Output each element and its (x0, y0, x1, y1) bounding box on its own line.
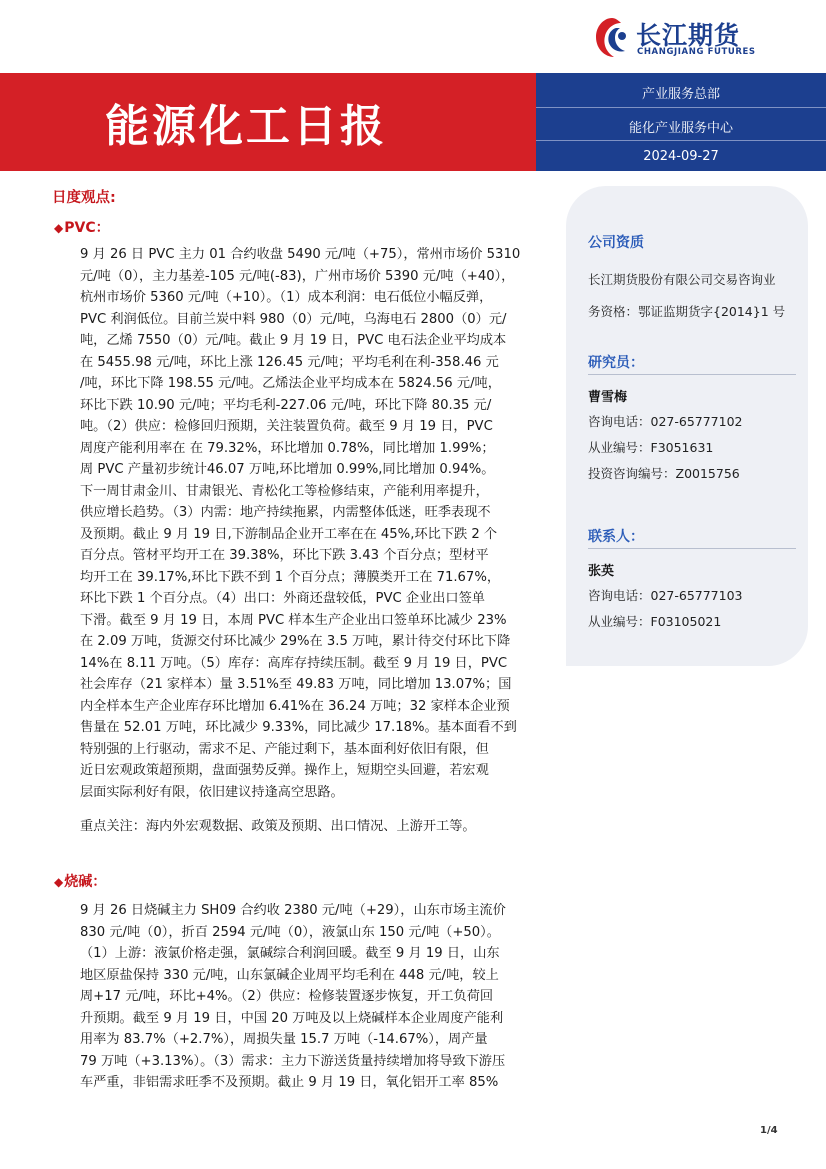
contact-heading: 联系人： (588, 529, 644, 545)
page-number: 1/4 (760, 1125, 778, 1136)
paragraph-line: 售量在 52.01 万吨，环比减少 9.33%，同比减少 17.18%。基本面看不到 (80, 720, 517, 735)
paragraph-line: 元/吨（0），主力基差-105 元/吨(-83)，广州市场价 5390 元/吨（+40）， (80, 268, 515, 284)
researcher-phone: 咨询电话：027-65777102 (588, 414, 743, 429)
sidebar-divider (588, 548, 796, 549)
caustic-soda-label: 烧碱： (64, 874, 107, 890)
paragraph-line: （1）上游：液氯价格走强，氯碱综合利润回暖。截至 9 月 19 日，山东 (80, 946, 500, 961)
paragraph-line: 环比下跌 10.90 元/吨；平均毛利-227.06 元/吨，环比下降 80.35 元/ (80, 397, 492, 413)
researcher-license-number: 从业编号：F3051631 (588, 440, 714, 455)
paragraph-line: PVC 利润低位。目前兰炭中料 980（0）元/吨，乌海电石 2800（0）元/ (80, 311, 507, 327)
paragraph-line: 14%在 8.11 万吨。（5）库存：高库存持续压制。截至 9 月 19 日，PVC (80, 655, 508, 671)
info-sidebar (566, 186, 808, 666)
paragraph-line: 吨。（2）供应：检修回归预期，关注装置负荷。截至 9 月 19 日，PVC (80, 419, 493, 434)
paragraph-line: 层面实际利好有限，依旧建议持逢高空思路。 (80, 784, 344, 800)
paragraph-line: 9 月 26 日烧碱主力 SH09 合约收 2380 元/吨（+29），山东市场主流价 (80, 903, 506, 918)
header-info-panel (536, 73, 826, 171)
header-divider (536, 107, 826, 108)
researcher-advisory-number: 投资咨询编号：Z0015756 (588, 466, 740, 481)
paragraph-line: 下滑。截至 9 月 19 日，本周 PVC 样本生产企业出口签单环比减少 23% (80, 612, 507, 628)
logo-chinese-name: 长江期货 (636, 21, 741, 50)
company-qualification-heading: 公司资质 (588, 235, 644, 251)
paragraph-line: 在 5455.98 元/吨，环比上涨 126.45 元/吨；平均毛利在利-358.46 元 (80, 354, 499, 370)
contact-name: 张英 (588, 564, 615, 579)
paragraph-line: 用率为 83.7%（+2.7%），周损失量 15.7 万吨（-14.67%），周产量 (80, 1032, 488, 1047)
report-title: 能源化工日报 (105, 101, 387, 152)
company-qualification-line: 务资格：鄂证监期货字{2014}1 号 (588, 304, 786, 319)
paragraph-line: 及预期。截止 9 月 19 日,下游制品企业开工率在在 45%,环比下跌 2 个 (80, 526, 498, 542)
department-name: 产业服务总部 (641, 87, 720, 102)
paragraph-line: 均开工在 39.17%,环比下跌不到 1 个百分点；薄膜类开工在 71.67%， (80, 569, 501, 585)
company-logo (592, 14, 772, 60)
paragraph-line: 在 2.09 万吨，货源交付环比减少 29%在 3.5 万吨，累计待交付环比下降 (80, 634, 511, 649)
sidebar-divider (588, 374, 796, 375)
report-date: 2024-09-27 (643, 149, 719, 164)
paragraph-line: 周 PVC 产量初步统计46.07 万吨,环比增加 0.99%,同比增加 0.94%。 (80, 462, 495, 477)
pvc-analysis-paragraph (80, 244, 540, 803)
diamond-bullet-icon: ◆ (54, 221, 64, 235)
paragraph-line: 地区原盐保持 330 元/吨，山东氯碱企业周平均毛利在 448 元/吨，较上 (80, 967, 499, 983)
paragraph-line: 车严重，非铝需求旺季不及预期。截止 9 月 19 日，氧化铝开工率 85% (80, 1075, 499, 1090)
paragraph-line: 830 元/吨（0），折百 2594 元/吨（0），液氯山东 150 元/吨（+50）。 (80, 924, 500, 940)
paragraph-line: 环比下跌 1 个百分点。（4）出口：外商还盘较低，PVC 企业出口签单 (80, 591, 485, 606)
paragraph-line: 周+17 元/吨，环比+4%。（2）供应：检修装置逐步恢复，开工负荷回 (80, 989, 494, 1004)
section-title: 日度观点: (52, 190, 116, 206)
contact-phone: 咨询电话：027-65777103 (588, 588, 743, 603)
caustic-soda-heading (54, 871, 106, 891)
pvc-label: PVC： (64, 220, 110, 236)
company-qualification-line: 长江期货股份有限公司交易咨询业 (588, 272, 776, 287)
researcher-heading: 研究员： (588, 355, 644, 371)
paragraph-line: 下一周甘肃金川、甘肃银光、青松化工等检修结束，产能利用率提升， (80, 483, 489, 499)
paragraph-line: 杭州市场价 5360 元/吨（+10）。（1）成本利润：电石低位小幅反弹， (80, 290, 493, 305)
contact-license-number: 从业编号：F03105021 (588, 614, 722, 629)
paragraph-line: 79 万吨（+3.13%）。（3）需求：主力下游送货量持续增加将导致下游压 (80, 1053, 506, 1069)
paragraph-line: /吨，环比下降 198.55 元/吨。乙烯法企业平均成本在 5824.56 元/吨， (80, 376, 501, 391)
researcher-name: 曹雪梅 (588, 390, 628, 405)
header-divider (536, 140, 826, 141)
paragraph-line: 百分点。管材平均开工在 39.38%，环比下跌 3.43 个百分点；型材平 (80, 548, 489, 563)
paragraph-line: 社会库存（21 家样本）量 3.51%至 49.83 万吨，同比增加 13.07%；国 (80, 677, 512, 692)
paragraph-line: 9 月 26 日 PVC 主力 01 合约收盘 5490 元/吨（+75），常州市场价 5310 (80, 247, 521, 262)
diamond-bullet-icon: ◆ (54, 875, 64, 889)
paragraph-line: 近日宏观政策超预期，盘面强势反弹。操作上，短期空头回避，若宏观 (80, 763, 489, 778)
changjiang-logo-icon (592, 14, 632, 60)
paragraph-line: 特别强的上行驱动，需求不足、产能过剩下，基本面利好依旧有限，但 (80, 741, 489, 757)
pvc-focus-line (80, 816, 540, 838)
paragraph-line: 周度产能利用率在 在 79.32%，环比增加 0.78%，同比增加 1.99%； (80, 440, 495, 456)
service-center-name: 能化产业服务中心 (628, 121, 733, 136)
logo-english-name: CHANGJIANG FUTURES (637, 47, 756, 57)
paragraph-line: 内全样本生产企业库存环比增加 6.41%在 36.24 万吨；32 家样本企业预 (80, 698, 510, 714)
paragraph-line: 吨，乙烯 7550（0）元/吨。截止 9 月 19 日，PVC 电石法企业平均成本 (80, 333, 507, 348)
paragraph-line: 供应增长趋势。（3）内需：地产持续拖累，内需整体低迷，旺季表现不 (80, 505, 491, 520)
pvc-heading (54, 217, 110, 237)
paragraph-line: 升预期。截至 9 月 19 日，中国 20 万吨及以上烧碱样本企业周度产能利 (80, 1010, 504, 1026)
caustic-soda-analysis-paragraph (80, 900, 540, 1094)
pvc-focus-text: 重点关注：海内外宏观数据、政策及预期、出口情况、上游开工等。 (80, 819, 476, 834)
